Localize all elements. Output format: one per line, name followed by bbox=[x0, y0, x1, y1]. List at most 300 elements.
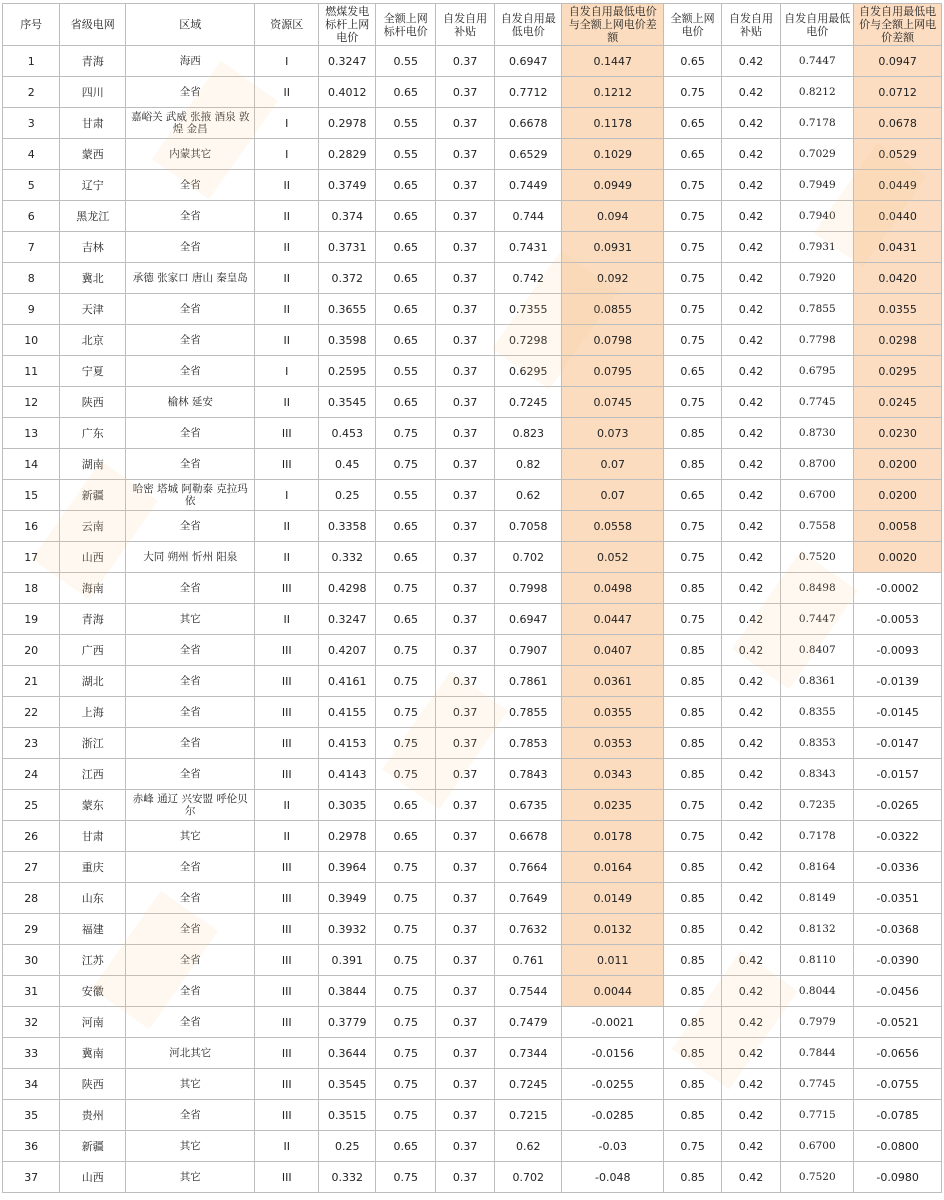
cell-self-use-subsidy: 0.37 bbox=[435, 728, 494, 759]
table-row bbox=[3, 325, 942, 356]
cell-self-use-min-price-2: 0.7715 bbox=[781, 1100, 854, 1131]
cell-index: 21 bbox=[3, 666, 60, 697]
cell-full-grid-price-2: 0.75 bbox=[664, 511, 721, 542]
cell-full-grid-benchmark: 0.75 bbox=[376, 1162, 435, 1193]
cell-self-use-subsidy: 0.37 bbox=[435, 976, 494, 1007]
table-row bbox=[3, 1131, 942, 1162]
cell-price-difference: 0.0343 bbox=[562, 759, 664, 790]
cell-coal-benchmark: 0.3731 bbox=[319, 232, 376, 263]
table-row bbox=[3, 170, 942, 201]
cell-full-grid-price-2: 0.75 bbox=[664, 263, 721, 294]
cell-full-grid-benchmark: 0.75 bbox=[376, 697, 435, 728]
cell-self-use-min-price: 0.761 bbox=[495, 945, 562, 976]
cell-index: 25 bbox=[3, 790, 60, 821]
cell-self-use-min-price: 0.7855 bbox=[495, 697, 562, 728]
cell-self-use-min-price-2: 0.8110 bbox=[781, 945, 854, 976]
cell-full-grid-price-2: 0.75 bbox=[664, 325, 721, 356]
cell-full-grid-price-2: 0.85 bbox=[664, 945, 721, 976]
cell-full-grid-price-2: 0.85 bbox=[664, 449, 721, 480]
cell-full-grid-benchmark: 0.75 bbox=[376, 1007, 435, 1038]
cell-self-use-min-price: 0.702 bbox=[495, 542, 562, 573]
cell-self-use-min-price-2: 0.7979 bbox=[781, 1007, 854, 1038]
cell-full-grid-price-2: 0.75 bbox=[664, 604, 721, 635]
cell-province: 海南 bbox=[60, 573, 126, 604]
cell-price-difference-2: 0.0058 bbox=[854, 511, 942, 542]
cell-self-use-subsidy-2: 0.42 bbox=[721, 356, 780, 387]
cell-self-use-min-price: 0.6295 bbox=[495, 356, 562, 387]
cell-self-use-min-price: 0.62 bbox=[495, 1131, 562, 1162]
cell-self-use-min-price: 0.7664 bbox=[495, 852, 562, 883]
table-row bbox=[3, 976, 942, 1007]
cell-self-use-min-price: 0.7853 bbox=[495, 728, 562, 759]
cell-full-grid-benchmark: 0.75 bbox=[376, 728, 435, 759]
cell-province: 天津 bbox=[60, 294, 126, 325]
cell-price-difference: 0.011 bbox=[562, 945, 664, 976]
cell-region: 内蒙其它 bbox=[126, 139, 255, 170]
cell-price-difference-2: 0.0230 bbox=[854, 418, 942, 449]
cell-province: 甘肃 bbox=[60, 108, 126, 139]
cell-resource-zone: III bbox=[255, 976, 319, 1007]
cell-region: 海西 bbox=[126, 46, 255, 77]
cell-region: 全省 bbox=[126, 635, 255, 666]
cell-price-difference: 0.1178 bbox=[562, 108, 664, 139]
cell-self-use-subsidy-2: 0.42 bbox=[721, 1162, 780, 1193]
cell-full-grid-benchmark: 0.65 bbox=[376, 1131, 435, 1162]
cell-region: 全省 bbox=[126, 759, 255, 790]
cell-self-use-min-price-2: 0.7745 bbox=[781, 387, 854, 418]
cell-index: 31 bbox=[3, 976, 60, 1007]
cell-self-use-subsidy-2: 0.42 bbox=[721, 170, 780, 201]
cell-resource-zone: I bbox=[255, 46, 319, 77]
header-cell-resource-zone: 资源区 bbox=[255, 4, 319, 46]
cell-resource-zone: III bbox=[255, 1007, 319, 1038]
cell-resource-zone: III bbox=[255, 728, 319, 759]
cell-self-use-min-price: 0.62 bbox=[495, 480, 562, 511]
cell-self-use-min-price-2: 0.7447 bbox=[781, 604, 854, 635]
cell-self-use-subsidy: 0.37 bbox=[435, 1069, 494, 1100]
cell-self-use-subsidy-2: 0.42 bbox=[721, 790, 780, 821]
cell-coal-benchmark: 0.3247 bbox=[319, 604, 376, 635]
cell-price-difference-2: 0.0355 bbox=[854, 294, 942, 325]
table-row bbox=[3, 387, 942, 418]
cell-self-use-subsidy-2: 0.42 bbox=[721, 449, 780, 480]
cell-resource-zone: II bbox=[255, 387, 319, 418]
cell-full-grid-price-2: 0.85 bbox=[664, 1007, 721, 1038]
table-row bbox=[3, 77, 942, 108]
cell-self-use-subsidy-2: 0.42 bbox=[721, 387, 780, 418]
cell-coal-benchmark: 0.3932 bbox=[319, 914, 376, 945]
cell-region: 全省 bbox=[126, 325, 255, 356]
cell-self-use-subsidy-2: 0.42 bbox=[721, 418, 780, 449]
cell-region: 其它 bbox=[126, 1131, 255, 1162]
cell-region: 全省 bbox=[126, 573, 255, 604]
table-row bbox=[3, 139, 942, 170]
cell-price-difference-2: 0.0245 bbox=[854, 387, 942, 418]
cell-price-difference: 0.0353 bbox=[562, 728, 664, 759]
cell-province: 新疆 bbox=[60, 480, 126, 511]
cell-coal-benchmark: 0.374 bbox=[319, 201, 376, 232]
cell-price-difference-2: 0.0200 bbox=[854, 480, 942, 511]
cell-resource-zone: III bbox=[255, 449, 319, 480]
cell-province: 广东 bbox=[60, 418, 126, 449]
cell-price-difference: 0.0745 bbox=[562, 387, 664, 418]
cell-self-use-subsidy-2: 0.42 bbox=[721, 542, 780, 573]
cell-province: 河南 bbox=[60, 1007, 126, 1038]
cell-self-use-min-price: 0.823 bbox=[495, 418, 562, 449]
cell-coal-benchmark: 0.391 bbox=[319, 945, 376, 976]
cell-price-difference: 0.0355 bbox=[562, 697, 664, 728]
cell-self-use-subsidy-2: 0.42 bbox=[721, 325, 780, 356]
cell-index: 26 bbox=[3, 821, 60, 852]
cell-province: 湖南 bbox=[60, 449, 126, 480]
header-cell-region: 区域 bbox=[126, 4, 255, 46]
cell-resource-zone: II bbox=[255, 604, 319, 635]
cell-province: 浙江 bbox=[60, 728, 126, 759]
cell-price-difference: 0.0949 bbox=[562, 170, 664, 201]
cell-province: 宁夏 bbox=[60, 356, 126, 387]
cell-self-use-min-price-2: 0.7558 bbox=[781, 511, 854, 542]
cell-full-grid-benchmark: 0.75 bbox=[376, 945, 435, 976]
cell-coal-benchmark: 0.2978 bbox=[319, 108, 376, 139]
cell-province: 湖北 bbox=[60, 666, 126, 697]
table-row bbox=[3, 821, 942, 852]
cell-index: 3 bbox=[3, 108, 60, 139]
cell-coal-benchmark: 0.453 bbox=[319, 418, 376, 449]
cell-self-use-min-price-2: 0.7029 bbox=[781, 139, 854, 170]
cell-full-grid-price-2: 0.85 bbox=[664, 759, 721, 790]
cell-region: 全省 bbox=[126, 1100, 255, 1131]
cell-self-use-min-price: 0.7907 bbox=[495, 635, 562, 666]
cell-self-use-min-price: 0.702 bbox=[495, 1162, 562, 1193]
cell-self-use-subsidy: 0.37 bbox=[435, 604, 494, 635]
cell-price-difference: 0.0407 bbox=[562, 635, 664, 666]
cell-resource-zone: II bbox=[255, 542, 319, 573]
header-cell-self-use-min-price-2: 自发自用最低电价 bbox=[781, 4, 854, 46]
cell-price-difference-2: 0.0712 bbox=[854, 77, 942, 108]
table-row bbox=[3, 201, 942, 232]
cell-self-use-subsidy: 0.37 bbox=[435, 666, 494, 697]
cell-region: 全省 bbox=[126, 449, 255, 480]
cell-self-use-min-price: 0.6735 bbox=[495, 790, 562, 821]
cell-self-use-min-price-2: 0.7844 bbox=[781, 1038, 854, 1069]
cell-price-difference-2: -0.0002 bbox=[854, 573, 942, 604]
cell-price-difference: 0.0044 bbox=[562, 976, 664, 1007]
cell-price-difference: 0.0361 bbox=[562, 666, 664, 697]
table-row bbox=[3, 573, 942, 604]
cell-coal-benchmark: 0.4012 bbox=[319, 77, 376, 108]
table-row bbox=[3, 945, 942, 976]
cell-price-difference-2: -0.0785 bbox=[854, 1100, 942, 1131]
cell-self-use-subsidy: 0.37 bbox=[435, 1131, 494, 1162]
cell-price-difference-2: 0.0420 bbox=[854, 263, 942, 294]
table-row bbox=[3, 697, 942, 728]
cell-self-use-min-price-2: 0.8343 bbox=[781, 759, 854, 790]
cell-price-difference: 0.073 bbox=[562, 418, 664, 449]
cell-full-grid-price-2: 0.75 bbox=[664, 790, 721, 821]
cell-province: 山西 bbox=[60, 1162, 126, 1193]
cell-resource-zone: II bbox=[255, 821, 319, 852]
cell-coal-benchmark: 0.2595 bbox=[319, 356, 376, 387]
cell-full-grid-price-2: 0.75 bbox=[664, 542, 721, 573]
cell-self-use-subsidy-2: 0.42 bbox=[721, 108, 780, 139]
cell-province: 蒙东 bbox=[60, 790, 126, 821]
cell-full-grid-benchmark: 0.75 bbox=[376, 1069, 435, 1100]
cell-self-use-subsidy-2: 0.42 bbox=[721, 139, 780, 170]
cell-province: 贵州 bbox=[60, 1100, 126, 1131]
cell-price-difference-2: -0.0157 bbox=[854, 759, 942, 790]
header-cell-coal-benchmark: 燃煤发电标杆上网电价 bbox=[319, 4, 376, 46]
cell-price-difference: -0.048 bbox=[562, 1162, 664, 1193]
cell-index: 32 bbox=[3, 1007, 60, 1038]
cell-province: 江苏 bbox=[60, 945, 126, 976]
table-row bbox=[3, 914, 942, 945]
table-row bbox=[3, 108, 942, 139]
cell-self-use-min-price-2: 0.8353 bbox=[781, 728, 854, 759]
cell-region: 全省 bbox=[126, 201, 255, 232]
cell-resource-zone: II bbox=[255, 790, 319, 821]
cell-self-use-min-price: 0.7861 bbox=[495, 666, 562, 697]
cell-coal-benchmark: 0.3655 bbox=[319, 294, 376, 325]
cell-price-difference-2: -0.0800 bbox=[854, 1131, 942, 1162]
cell-full-grid-benchmark: 0.75 bbox=[376, 573, 435, 604]
cell-full-grid-benchmark: 0.65 bbox=[376, 542, 435, 573]
cell-self-use-subsidy-2: 0.42 bbox=[721, 697, 780, 728]
table-row bbox=[3, 1069, 942, 1100]
cell-self-use-min-price: 0.7344 bbox=[495, 1038, 562, 1069]
cell-price-difference: 0.1212 bbox=[562, 77, 664, 108]
cell-price-difference: 0.0798 bbox=[562, 325, 664, 356]
cell-price-difference-2: -0.0147 bbox=[854, 728, 942, 759]
cell-coal-benchmark: 0.332 bbox=[319, 1162, 376, 1193]
cell-full-grid-price-2: 0.65 bbox=[664, 46, 721, 77]
cell-price-difference-2: 0.0431 bbox=[854, 232, 942, 263]
cell-self-use-min-price-2: 0.8149 bbox=[781, 883, 854, 914]
cell-full-grid-price-2: 0.85 bbox=[664, 1038, 721, 1069]
cell-region: 其它 bbox=[126, 1069, 255, 1100]
cell-self-use-min-price-2: 0.7920 bbox=[781, 263, 854, 294]
cell-self-use-subsidy: 0.37 bbox=[435, 1038, 494, 1069]
cell-coal-benchmark: 0.4207 bbox=[319, 635, 376, 666]
cell-province: 云南 bbox=[60, 511, 126, 542]
cell-resource-zone: I bbox=[255, 356, 319, 387]
cell-self-use-subsidy: 0.37 bbox=[435, 1162, 494, 1193]
cell-self-use-min-price: 0.744 bbox=[495, 201, 562, 232]
cell-region: 全省 bbox=[126, 697, 255, 728]
cell-index: 15 bbox=[3, 480, 60, 511]
cell-price-difference: 0.0178 bbox=[562, 821, 664, 852]
cell-full-grid-benchmark: 0.75 bbox=[376, 1038, 435, 1069]
header-cell-self-use-min-price: 自发自用最低电价 bbox=[495, 4, 562, 46]
cell-self-use-subsidy-2: 0.42 bbox=[721, 573, 780, 604]
cell-resource-zone: II bbox=[255, 511, 319, 542]
cell-price-difference-2: -0.0145 bbox=[854, 697, 942, 728]
cell-resource-zone: II bbox=[255, 77, 319, 108]
cell-self-use-subsidy-2: 0.42 bbox=[721, 635, 780, 666]
cell-full-grid-benchmark: 0.65 bbox=[376, 77, 435, 108]
cell-self-use-min-price-2: 0.7931 bbox=[781, 232, 854, 263]
cell-province: 青海 bbox=[60, 46, 126, 77]
cell-self-use-min-price: 0.7215 bbox=[495, 1100, 562, 1131]
cell-index: 13 bbox=[3, 418, 60, 449]
cell-province: 四川 bbox=[60, 77, 126, 108]
cell-self-use-subsidy-2: 0.42 bbox=[721, 852, 780, 883]
table-row bbox=[3, 1100, 942, 1131]
cell-self-use-subsidy: 0.37 bbox=[435, 914, 494, 945]
cell-self-use-min-price: 0.7544 bbox=[495, 976, 562, 1007]
cell-coal-benchmark: 0.4153 bbox=[319, 728, 376, 759]
cell-resource-zone: III bbox=[255, 1100, 319, 1131]
cell-full-grid-price-2: 0.85 bbox=[664, 1069, 721, 1100]
cell-province: 冀北 bbox=[60, 263, 126, 294]
cell-full-grid-benchmark: 0.55 bbox=[376, 139, 435, 170]
cell-full-grid-price-2: 0.85 bbox=[664, 728, 721, 759]
cell-self-use-min-price-2: 0.8212 bbox=[781, 77, 854, 108]
cell-self-use-subsidy-2: 0.42 bbox=[721, 232, 780, 263]
cell-full-grid-benchmark: 0.65 bbox=[376, 232, 435, 263]
cell-full-grid-benchmark: 0.75 bbox=[376, 883, 435, 914]
cell-full-grid-benchmark: 0.65 bbox=[376, 294, 435, 325]
table-row bbox=[3, 1162, 942, 1193]
cell-price-difference: 0.07 bbox=[562, 480, 664, 511]
cell-price-difference: 0.0498 bbox=[562, 573, 664, 604]
cell-resource-zone: III bbox=[255, 914, 319, 945]
cell-region: 全省 bbox=[126, 666, 255, 697]
cell-province: 蒙西 bbox=[60, 139, 126, 170]
cell-resource-zone: II bbox=[255, 263, 319, 294]
cell-price-difference-2: 0.0529 bbox=[854, 139, 942, 170]
cell-full-grid-benchmark: 0.55 bbox=[376, 480, 435, 511]
cell-full-grid-price-2: 0.85 bbox=[664, 635, 721, 666]
cell-self-use-subsidy: 0.37 bbox=[435, 263, 494, 294]
header-cell-index: 序号 bbox=[3, 4, 60, 46]
cell-region: 全省 bbox=[126, 511, 255, 542]
cell-index: 12 bbox=[3, 387, 60, 418]
cell-full-grid-benchmark: 0.55 bbox=[376, 108, 435, 139]
cell-self-use-subsidy: 0.37 bbox=[435, 635, 494, 666]
cell-self-use-subsidy-2: 0.42 bbox=[721, 728, 780, 759]
cell-coal-benchmark: 0.3844 bbox=[319, 976, 376, 1007]
table-row bbox=[3, 759, 942, 790]
cell-index: 5 bbox=[3, 170, 60, 201]
cell-full-grid-benchmark: 0.65 bbox=[376, 821, 435, 852]
cell-self-use-subsidy-2: 0.42 bbox=[721, 883, 780, 914]
cell-region: 全省 bbox=[126, 728, 255, 759]
cell-self-use-min-price-2: 0.8730 bbox=[781, 418, 854, 449]
cell-coal-benchmark: 0.332 bbox=[319, 542, 376, 573]
cell-self-use-min-price-2: 0.8355 bbox=[781, 697, 854, 728]
cell-price-difference: 0.0164 bbox=[562, 852, 664, 883]
cell-coal-benchmark: 0.3644 bbox=[319, 1038, 376, 1069]
cell-province: 吉林 bbox=[60, 232, 126, 263]
cell-self-use-subsidy-2: 0.42 bbox=[721, 1069, 780, 1100]
cell-index: 27 bbox=[3, 852, 60, 883]
cell-resource-zone: III bbox=[255, 1069, 319, 1100]
cell-province: 江西 bbox=[60, 759, 126, 790]
cell-full-grid-price-2: 0.85 bbox=[664, 418, 721, 449]
table-row bbox=[3, 294, 942, 325]
cell-price-difference-2: -0.0322 bbox=[854, 821, 942, 852]
table-row bbox=[3, 604, 942, 635]
cell-region: 哈密 塔城 阿勒泰 克拉玛依 bbox=[126, 480, 255, 511]
cell-self-use-min-price: 0.7245 bbox=[495, 1069, 562, 1100]
cell-full-grid-benchmark: 0.75 bbox=[376, 418, 435, 449]
cell-full-grid-price-2: 0.65 bbox=[664, 139, 721, 170]
cell-price-difference-2: -0.0456 bbox=[854, 976, 942, 1007]
cell-province: 青海 bbox=[60, 604, 126, 635]
cell-region: 河北其它 bbox=[126, 1038, 255, 1069]
cell-coal-benchmark: 0.3358 bbox=[319, 511, 376, 542]
cell-price-difference: 0.0447 bbox=[562, 604, 664, 635]
cell-self-use-subsidy: 0.37 bbox=[435, 480, 494, 511]
cell-self-use-min-price: 0.7431 bbox=[495, 232, 562, 263]
cell-self-use-subsidy-2: 0.42 bbox=[721, 263, 780, 294]
cell-self-use-subsidy: 0.37 bbox=[435, 821, 494, 852]
cell-price-difference: 0.0132 bbox=[562, 914, 664, 945]
cell-self-use-subsidy: 0.37 bbox=[435, 108, 494, 139]
cell-resource-zone: II bbox=[255, 1131, 319, 1162]
header-cell-self-use-subsidy: 自发自用补贴 bbox=[435, 4, 494, 46]
cell-full-grid-benchmark: 0.65 bbox=[376, 604, 435, 635]
cell-index: 33 bbox=[3, 1038, 60, 1069]
cell-self-use-subsidy-2: 0.42 bbox=[721, 759, 780, 790]
cell-region: 全省 bbox=[126, 356, 255, 387]
cell-self-use-min-price-2: 0.8044 bbox=[781, 976, 854, 1007]
table-row bbox=[3, 790, 942, 821]
cell-self-use-subsidy-2: 0.42 bbox=[721, 1100, 780, 1131]
cell-price-difference: -0.03 bbox=[562, 1131, 664, 1162]
cell-price-difference: 0.0855 bbox=[562, 294, 664, 325]
cell-self-use-min-price-2: 0.7949 bbox=[781, 170, 854, 201]
cell-self-use-subsidy-2: 0.42 bbox=[721, 604, 780, 635]
cell-resource-zone: II bbox=[255, 294, 319, 325]
cell-region: 全省 bbox=[126, 77, 255, 108]
cell-index: 28 bbox=[3, 883, 60, 914]
cell-self-use-min-price-2: 0.7855 bbox=[781, 294, 854, 325]
cell-resource-zone: II bbox=[255, 201, 319, 232]
table-row bbox=[3, 418, 942, 449]
cell-region: 全省 bbox=[126, 294, 255, 325]
cell-full-grid-price-2: 0.85 bbox=[664, 697, 721, 728]
table-row bbox=[3, 263, 942, 294]
cell-self-use-subsidy-2: 0.42 bbox=[721, 976, 780, 1007]
cell-coal-benchmark: 0.372 bbox=[319, 263, 376, 294]
cell-self-use-subsidy: 0.37 bbox=[435, 759, 494, 790]
cell-self-use-min-price: 0.742 bbox=[495, 263, 562, 294]
cell-self-use-min-price-2: 0.7520 bbox=[781, 1162, 854, 1193]
cell-price-difference-2: -0.0265 bbox=[854, 790, 942, 821]
cell-region: 全省 bbox=[126, 1007, 255, 1038]
cell-index: 36 bbox=[3, 1131, 60, 1162]
cell-self-use-min-price: 0.6678 bbox=[495, 108, 562, 139]
cell-province: 陕西 bbox=[60, 1069, 126, 1100]
table-row bbox=[3, 1007, 942, 1038]
cell-self-use-subsidy: 0.37 bbox=[435, 1100, 494, 1131]
cell-self-use-min-price: 0.6947 bbox=[495, 46, 562, 77]
cell-region: 其它 bbox=[126, 1162, 255, 1193]
cell-self-use-subsidy-2: 0.42 bbox=[721, 914, 780, 945]
cell-price-difference-2: -0.0093 bbox=[854, 635, 942, 666]
cell-resource-zone: III bbox=[255, 759, 319, 790]
cell-price-difference-2: -0.0139 bbox=[854, 666, 942, 697]
cell-resource-zone: III bbox=[255, 573, 319, 604]
cell-region: 其它 bbox=[126, 821, 255, 852]
cell-price-difference: -0.0021 bbox=[562, 1007, 664, 1038]
cell-price-difference: 0.0931 bbox=[562, 232, 664, 263]
cell-index: 9 bbox=[3, 294, 60, 325]
header-cell-price-difference-2: 自发自用最低电价与全额上网电价差额 bbox=[854, 4, 942, 46]
table-row bbox=[3, 728, 942, 759]
cell-coal-benchmark: 0.25 bbox=[319, 1131, 376, 1162]
